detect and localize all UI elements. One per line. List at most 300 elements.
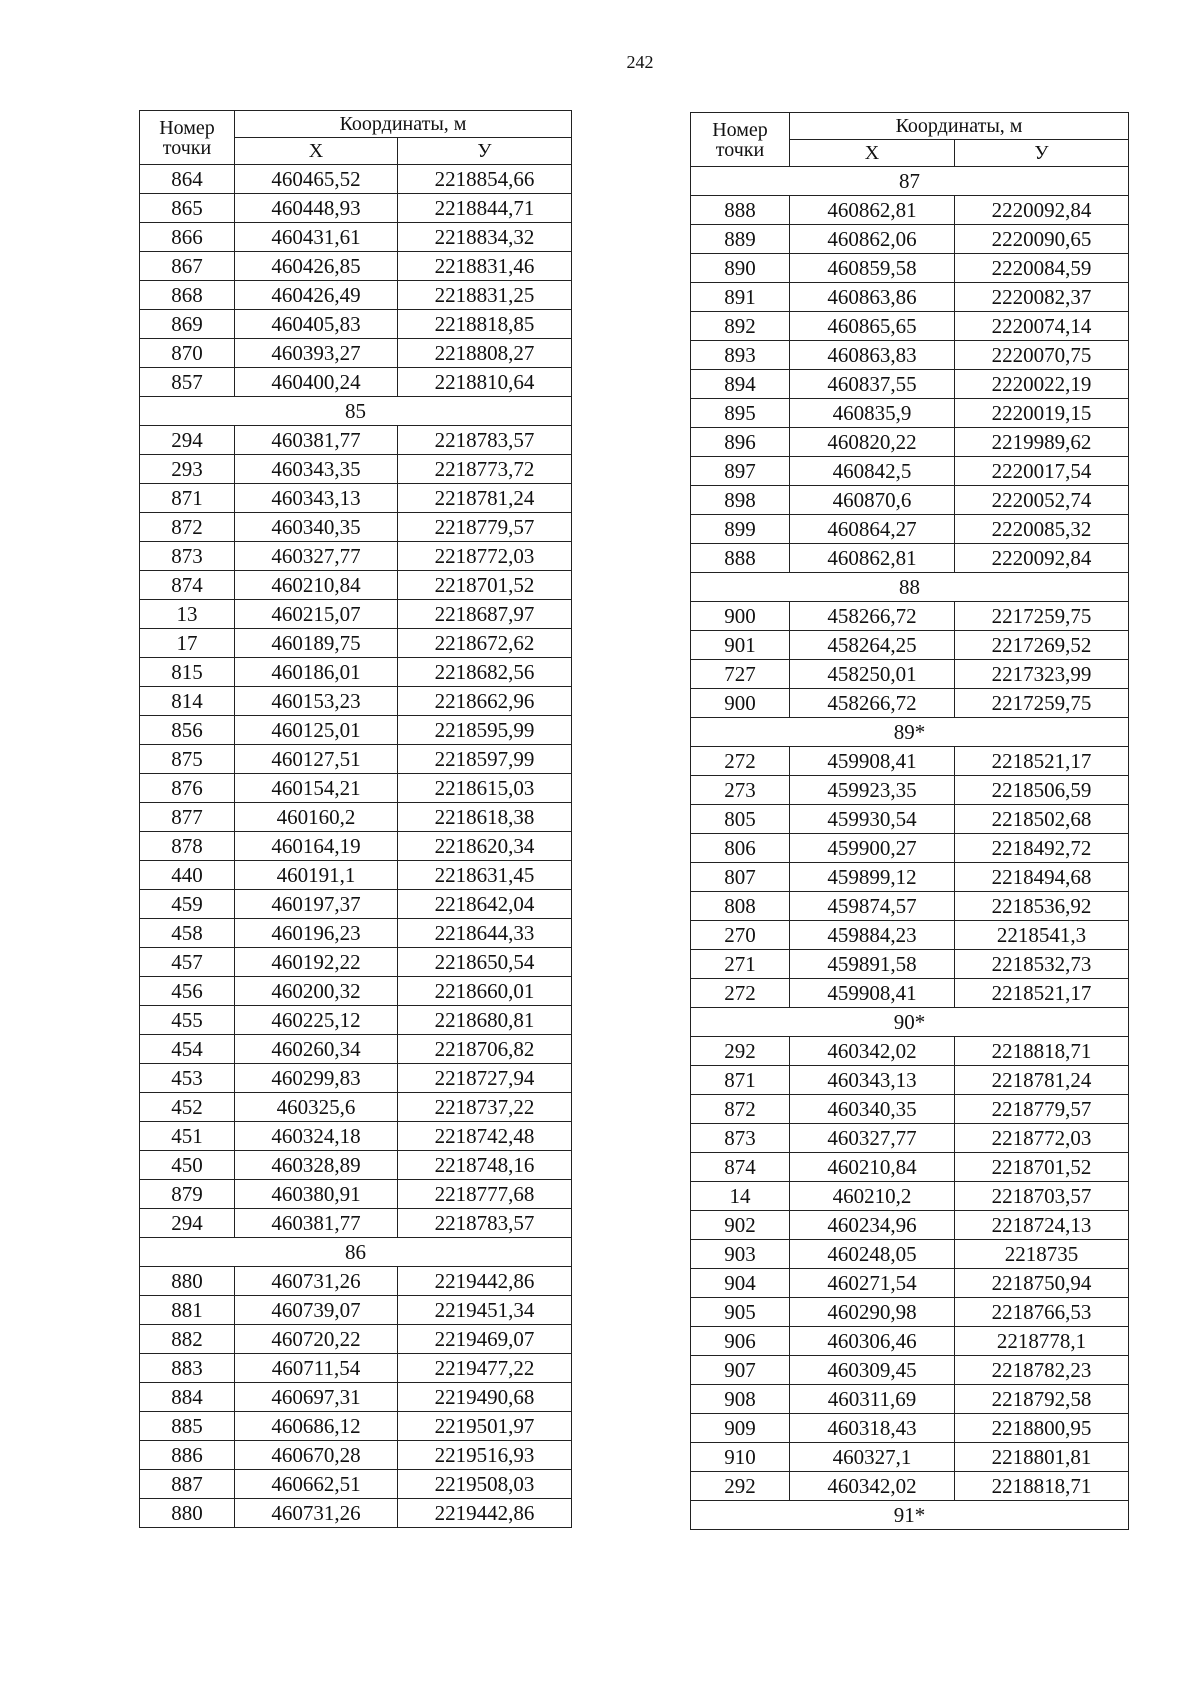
y-coordinate-cell: 2218682,56: [398, 658, 572, 687]
table-row: [691, 1153, 1129, 1182]
y-coordinate-cell: 2218506,59: [955, 776, 1129, 805]
table-row: [140, 1035, 572, 1064]
section-label: 89*: [691, 718, 1129, 747]
table-row: [691, 950, 1129, 979]
point-number-cell: 875: [140, 745, 235, 774]
table-row: [140, 1325, 572, 1354]
y-coordinate-cell: 2218742,48: [398, 1122, 572, 1151]
y-coordinate-cell: 2218536,92: [955, 892, 1129, 921]
table-row: [140, 542, 572, 571]
table-row: [140, 368, 572, 397]
y-coordinate-cell: 2218818,71: [955, 1037, 1129, 1066]
header-row: [140, 111, 572, 138]
section-label: 90*: [691, 1008, 1129, 1037]
y-coordinate-cell: 2217259,75: [955, 689, 1129, 718]
point-number-cell: 459: [140, 890, 235, 919]
table-row: [140, 745, 572, 774]
point-number-cell: 871: [691, 1066, 790, 1095]
x-coordinate-cell: 460862,81: [790, 196, 955, 225]
table-row: [691, 1269, 1129, 1298]
table-row: [691, 254, 1129, 283]
point-number-cell: 866: [140, 223, 235, 252]
table-row: [140, 310, 572, 339]
y-coordinate-cell: 2218597,99: [398, 745, 572, 774]
y-coordinate-cell: 2218748,16: [398, 1151, 572, 1180]
y-coordinate-cell: 2218701,52: [955, 1153, 1129, 1182]
point-number-cell: 908: [691, 1385, 790, 1414]
x-coordinate-cell: 460210,2: [790, 1182, 955, 1211]
table-row: [140, 977, 572, 1006]
point-number-cell: 807: [691, 863, 790, 892]
point-number-cell: 907: [691, 1356, 790, 1385]
y-coordinate-cell: 2217323,99: [955, 660, 1129, 689]
y-coordinate-cell: 2218801,81: [955, 1443, 1129, 1472]
x-coordinate-cell: 460154,21: [235, 774, 398, 803]
header-coordinates: Координаты, м: [790, 113, 1129, 140]
table-row: [691, 776, 1129, 805]
table-row: [691, 979, 1129, 1008]
table-row: [691, 1095, 1129, 1124]
y-coordinate-cell: 2219451,34: [398, 1296, 572, 1325]
point-number-cell: 890: [691, 254, 790, 283]
x-coordinate-cell: 460299,83: [235, 1064, 398, 1093]
table-row: [691, 747, 1129, 776]
table-row: [140, 571, 572, 600]
section-row: [140, 397, 572, 426]
y-coordinate-cell: 2219469,07: [398, 1325, 572, 1354]
table-row: [691, 1472, 1129, 1501]
point-number-cell: 806: [691, 834, 790, 863]
table-row: [140, 281, 572, 310]
y-coordinate-cell: 2218620,34: [398, 832, 572, 861]
y-coordinate-cell: 2218831,46: [398, 252, 572, 281]
table-row: [140, 919, 572, 948]
point-number-cell: 865: [140, 194, 235, 223]
x-coordinate-cell: 460465,52: [235, 165, 398, 194]
point-number-cell: 292: [691, 1472, 790, 1501]
x-coordinate-cell: 460343,13: [790, 1066, 955, 1095]
table-row: [140, 223, 572, 252]
table-row: [691, 1414, 1129, 1443]
point-number-cell: 870: [140, 339, 235, 368]
y-coordinate-cell: 2218494,68: [955, 863, 1129, 892]
table-row: [140, 1006, 572, 1035]
point-number-cell: 874: [691, 1153, 790, 1182]
x-coordinate-cell: 460324,18: [235, 1122, 398, 1151]
x-coordinate-cell: 458250,01: [790, 660, 955, 689]
table-row: [691, 1327, 1129, 1356]
x-coordinate-cell: 460340,35: [790, 1095, 955, 1124]
point-number-cell: 909: [691, 1414, 790, 1443]
x-coordinate-cell: 459923,35: [790, 776, 955, 805]
x-coordinate-cell: 460686,12: [235, 1412, 398, 1441]
table-row: [140, 1122, 572, 1151]
point-number-cell: 896: [691, 428, 790, 457]
y-coordinate-cell: 2218521,17: [955, 979, 1129, 1008]
header-coordinates: Координаты, м: [235, 111, 572, 138]
y-coordinate-cell: 2220022,19: [955, 370, 1129, 399]
x-coordinate-cell: 460318,43: [790, 1414, 955, 1443]
x-coordinate-cell: 460820,22: [790, 428, 955, 457]
y-coordinate-cell: 2218781,24: [398, 484, 572, 513]
y-coordinate-cell: 2220017,54: [955, 457, 1129, 486]
point-number-cell: 815: [140, 658, 235, 687]
y-coordinate-cell: 2218778,1: [955, 1327, 1129, 1356]
x-coordinate-cell: 459884,23: [790, 921, 955, 950]
y-coordinate-cell: 2218808,27: [398, 339, 572, 368]
table-row: [691, 863, 1129, 892]
y-coordinate-cell: 2218777,68: [398, 1180, 572, 1209]
x-coordinate-cell: 460160,2: [235, 803, 398, 832]
point-number-cell: 905: [691, 1298, 790, 1327]
table-row: [140, 861, 572, 890]
point-number-cell: 453: [140, 1064, 235, 1093]
point-number-cell: 271: [691, 950, 790, 979]
point-number-cell: 906: [691, 1327, 790, 1356]
table-row: [691, 1211, 1129, 1240]
x-coordinate-cell: 460309,45: [790, 1356, 955, 1385]
point-number-cell: 872: [691, 1095, 790, 1124]
section-label: 91*: [691, 1501, 1129, 1530]
y-coordinate-cell: 2218492,72: [955, 834, 1129, 863]
point-number-cell: 900: [691, 689, 790, 718]
x-coordinate-cell: 460343,13: [235, 484, 398, 513]
y-coordinate-cell: 2218831,25: [398, 281, 572, 310]
header-row: [691, 113, 1129, 140]
y-coordinate-cell: 2218782,23: [955, 1356, 1129, 1385]
point-number-cell: 898: [691, 486, 790, 515]
y-coordinate-cell: 2218660,01: [398, 977, 572, 1006]
table-row: [691, 660, 1129, 689]
point-number-cell: 877: [140, 803, 235, 832]
table-row: [140, 832, 572, 861]
point-number-cell: 897: [691, 457, 790, 486]
table-row: [691, 1443, 1129, 1472]
point-number-cell: 273: [691, 776, 790, 805]
point-number-cell: 878: [140, 832, 235, 861]
table-row: [140, 1412, 572, 1441]
point-number-cell: 901: [691, 631, 790, 660]
y-coordinate-cell: 2218706,82: [398, 1035, 572, 1064]
y-coordinate-cell: 2217269,52: [955, 631, 1129, 660]
point-number-cell: 888: [691, 196, 790, 225]
coordinates-table-right-body: [691, 113, 1129, 1530]
y-coordinate-cell: 2218792,58: [955, 1385, 1129, 1414]
table-row: [691, 515, 1129, 544]
table-row: [140, 774, 572, 803]
table-row: [691, 486, 1129, 515]
y-coordinate-cell: 2219490,68: [398, 1383, 572, 1412]
header-point-number: [691, 113, 790, 167]
x-coordinate-cell: 459899,12: [790, 863, 955, 892]
point-number-cell: 294: [140, 426, 235, 455]
y-coordinate-cell: 2219442,86: [398, 1499, 572, 1528]
table-row: [140, 1499, 572, 1528]
point-number-cell: 440: [140, 861, 235, 890]
x-coordinate-cell: 460711,54: [235, 1354, 398, 1383]
y-coordinate-cell: 2219477,22: [398, 1354, 572, 1383]
point-number-cell: 292: [691, 1037, 790, 1066]
x-coordinate-cell: 460197,37: [235, 890, 398, 919]
y-coordinate-cell: 2218834,32: [398, 223, 572, 252]
section-row: [140, 1238, 572, 1267]
point-number-cell: 903: [691, 1240, 790, 1269]
point-number-cell: 872: [140, 513, 235, 542]
point-number-cell: 13: [140, 600, 235, 629]
x-coordinate-cell: 460342,02: [790, 1472, 955, 1501]
y-coordinate-cell: 2220052,74: [955, 486, 1129, 515]
point-number-cell: 880: [140, 1499, 235, 1528]
table-row: [691, 312, 1129, 341]
x-coordinate-cell: 460670,28: [235, 1441, 398, 1470]
y-coordinate-cell: 2220074,14: [955, 312, 1129, 341]
point-number-cell: 879: [140, 1180, 235, 1209]
point-number-cell: 892: [691, 312, 790, 341]
section-label: 86: [140, 1238, 572, 1267]
table-row: [140, 1441, 572, 1470]
x-coordinate-cell: 460662,51: [235, 1470, 398, 1499]
table-row: [140, 165, 572, 194]
x-coordinate-cell: 460164,19: [235, 832, 398, 861]
x-coordinate-cell: 460842,5: [790, 457, 955, 486]
y-coordinate-cell: 2218779,57: [398, 513, 572, 542]
point-number-cell: 808: [691, 892, 790, 921]
y-coordinate-cell: 2218772,03: [955, 1124, 1129, 1153]
y-coordinate-cell: 2218783,57: [398, 426, 572, 455]
x-coordinate-cell: 460731,26: [235, 1267, 398, 1296]
point-number-cell: 293: [140, 455, 235, 484]
table-row: [140, 513, 572, 542]
point-number-cell: 455: [140, 1006, 235, 1035]
table-row: [140, 1354, 572, 1383]
y-coordinate-cell: 2218642,04: [398, 890, 572, 919]
point-number-cell: 883: [140, 1354, 235, 1383]
table-row: [140, 1296, 572, 1325]
table-row: [140, 1209, 572, 1238]
table-row: [691, 602, 1129, 631]
y-coordinate-cell: 2218773,72: [398, 455, 572, 484]
x-coordinate-cell: 460340,35: [235, 513, 398, 542]
x-coordinate-cell: 459891,58: [790, 950, 955, 979]
y-coordinate-cell: 2218615,03: [398, 774, 572, 803]
point-number-cell: 882: [140, 1325, 235, 1354]
table-row: [691, 805, 1129, 834]
header-point-number-line2: точки: [162, 136, 212, 159]
point-number-cell: 888: [691, 544, 790, 573]
y-coordinate-cell: 2218800,95: [955, 1414, 1129, 1443]
table-row: [691, 1356, 1129, 1385]
point-number-cell: 805: [691, 805, 790, 834]
y-coordinate-cell: 2218750,94: [955, 1269, 1129, 1298]
y-coordinate-cell: 2219442,86: [398, 1267, 572, 1296]
table-row: [140, 890, 572, 919]
x-coordinate-cell: 460210,84: [790, 1153, 955, 1182]
header-point-number-line1: Номер: [159, 116, 215, 139]
y-coordinate-cell: 2218703,57: [955, 1182, 1129, 1211]
y-coordinate-cell: 2218662,96: [398, 687, 572, 716]
y-coordinate-cell: 2220082,37: [955, 283, 1129, 312]
x-coordinate-cell: 460327,77: [235, 542, 398, 571]
y-coordinate-cell: 2218781,24: [955, 1066, 1129, 1095]
x-coordinate-cell: 460327,1: [790, 1443, 955, 1472]
x-coordinate-cell: 460153,23: [235, 687, 398, 716]
point-number-cell: 899: [691, 515, 790, 544]
y-coordinate-cell: 2218810,64: [398, 368, 572, 397]
point-number-cell: 876: [140, 774, 235, 803]
table-row: [140, 1180, 572, 1209]
point-number-cell: 873: [691, 1124, 790, 1153]
table-row: [691, 370, 1129, 399]
y-coordinate-cell: 2218672,62: [398, 629, 572, 658]
header-point-number-line1: Номер: [712, 118, 768, 141]
point-number-cell: 857: [140, 368, 235, 397]
x-coordinate-cell: 460210,84: [235, 571, 398, 600]
header-x: X: [790, 140, 955, 167]
table-row: [691, 921, 1129, 950]
header-y: У: [955, 140, 1129, 167]
x-coordinate-cell: 460260,34: [235, 1035, 398, 1064]
point-number-cell: 450: [140, 1151, 235, 1180]
y-coordinate-cell: 2218521,17: [955, 747, 1129, 776]
y-coordinate-cell: 2218772,03: [398, 542, 572, 571]
table-row: [691, 399, 1129, 428]
point-number-cell: 891: [691, 283, 790, 312]
header-y: У: [398, 138, 572, 165]
x-coordinate-cell: 458264,25: [790, 631, 955, 660]
table-row: [140, 600, 572, 629]
x-coordinate-cell: 460290,98: [790, 1298, 955, 1327]
x-coordinate-cell: 460328,89: [235, 1151, 398, 1180]
point-number-cell: 885: [140, 1412, 235, 1441]
header-point-number: [140, 111, 235, 165]
table-row: [140, 1383, 572, 1412]
x-coordinate-cell: 460327,77: [790, 1124, 955, 1153]
table-row: [140, 194, 572, 223]
table-row: [691, 283, 1129, 312]
x-coordinate-cell: 459908,41: [790, 747, 955, 776]
y-coordinate-cell: 2218844,71: [398, 194, 572, 223]
point-number-cell: 864: [140, 165, 235, 194]
x-coordinate-cell: 460311,69: [790, 1385, 955, 1414]
x-coordinate-cell: 460405,83: [235, 310, 398, 339]
table-row: [140, 1267, 572, 1296]
x-coordinate-cell: 460234,96: [790, 1211, 955, 1240]
y-coordinate-cell: 2218532,73: [955, 950, 1129, 979]
table-row: [140, 1151, 572, 1180]
point-number-cell: 457: [140, 948, 235, 977]
x-coordinate-cell: 460426,49: [235, 281, 398, 310]
table-row: [691, 457, 1129, 486]
y-coordinate-cell: 2218779,57: [955, 1095, 1129, 1124]
point-number-cell: 270: [691, 921, 790, 950]
point-number-cell: 272: [691, 747, 790, 776]
x-coordinate-cell: 460448,93: [235, 194, 398, 223]
coordinates-table-left: [139, 110, 572, 1528]
y-coordinate-cell: 2218541,3: [955, 921, 1129, 950]
x-coordinate-cell: 460865,65: [790, 312, 955, 341]
table-row: [691, 1385, 1129, 1414]
x-coordinate-cell: 460837,55: [790, 370, 955, 399]
table-row: [691, 428, 1129, 457]
y-coordinate-cell: 2218766,53: [955, 1298, 1129, 1327]
point-number-cell: 893: [691, 341, 790, 370]
x-coordinate-cell: 460863,86: [790, 283, 955, 312]
y-coordinate-cell: 2218724,13: [955, 1211, 1129, 1240]
section-row: [691, 167, 1129, 196]
point-number-cell: 14: [691, 1182, 790, 1211]
x-coordinate-cell: 460215,07: [235, 600, 398, 629]
x-coordinate-cell: 460225,12: [235, 1006, 398, 1035]
y-coordinate-cell: 2220019,15: [955, 399, 1129, 428]
point-number-cell: 451: [140, 1122, 235, 1151]
x-coordinate-cell: 460271,54: [790, 1269, 955, 1298]
point-number-cell: 814: [140, 687, 235, 716]
y-coordinate-cell: 2219989,62: [955, 428, 1129, 457]
point-number-cell: 17: [140, 629, 235, 658]
y-coordinate-cell: 2218618,38: [398, 803, 572, 832]
y-coordinate-cell: 2218818,71: [955, 1472, 1129, 1501]
x-coordinate-cell: 460697,31: [235, 1383, 398, 1412]
x-coordinate-cell: 460862,81: [790, 544, 955, 573]
x-coordinate-cell: 460325,6: [235, 1093, 398, 1122]
point-number-cell: 889: [691, 225, 790, 254]
x-coordinate-cell: 460196,23: [235, 919, 398, 948]
x-coordinate-cell: 458266,72: [790, 689, 955, 718]
y-coordinate-cell: 2218680,81: [398, 1006, 572, 1035]
table-row: [140, 948, 572, 977]
x-coordinate-cell: 460306,46: [790, 1327, 955, 1356]
header-x: X: [235, 138, 398, 165]
x-coordinate-cell: 460191,1: [235, 861, 398, 890]
section-label: 87: [691, 167, 1129, 196]
x-coordinate-cell: 460862,06: [790, 225, 955, 254]
table-row: [140, 1470, 572, 1499]
x-coordinate-cell: 460870,6: [790, 486, 955, 515]
y-coordinate-cell: 2219508,03: [398, 1470, 572, 1499]
y-coordinate-cell: 2220092,84: [955, 544, 1129, 573]
x-coordinate-cell: 460393,27: [235, 339, 398, 368]
point-number-cell: 856: [140, 716, 235, 745]
x-coordinate-cell: 460189,75: [235, 629, 398, 658]
point-number-cell: 902: [691, 1211, 790, 1240]
table-row: [691, 1037, 1129, 1066]
table-row: [140, 803, 572, 832]
point-number-cell: 884: [140, 1383, 235, 1412]
point-number-cell: 874: [140, 571, 235, 600]
table-row: [691, 196, 1129, 225]
table-row: [691, 544, 1129, 573]
table-row: [691, 341, 1129, 370]
section-label: 85: [140, 397, 572, 426]
x-coordinate-cell: 460426,85: [235, 252, 398, 281]
point-number-cell: 871: [140, 484, 235, 513]
y-coordinate-cell: 2218644,33: [398, 919, 572, 948]
point-number-cell: 881: [140, 1296, 235, 1325]
table-row: [691, 1124, 1129, 1153]
x-coordinate-cell: 460342,02: [790, 1037, 955, 1066]
table-row: [140, 716, 572, 745]
y-coordinate-cell: 2218631,45: [398, 861, 572, 890]
point-number-cell: 873: [140, 542, 235, 571]
table-row: [140, 339, 572, 368]
table-row: [691, 631, 1129, 660]
coordinates-table-right: [690, 112, 1129, 1530]
section-row: [691, 573, 1129, 602]
y-coordinate-cell: 2219501,97: [398, 1412, 572, 1441]
point-number-cell: 452: [140, 1093, 235, 1122]
x-coordinate-cell: 460380,91: [235, 1180, 398, 1209]
x-coordinate-cell: 459930,54: [790, 805, 955, 834]
